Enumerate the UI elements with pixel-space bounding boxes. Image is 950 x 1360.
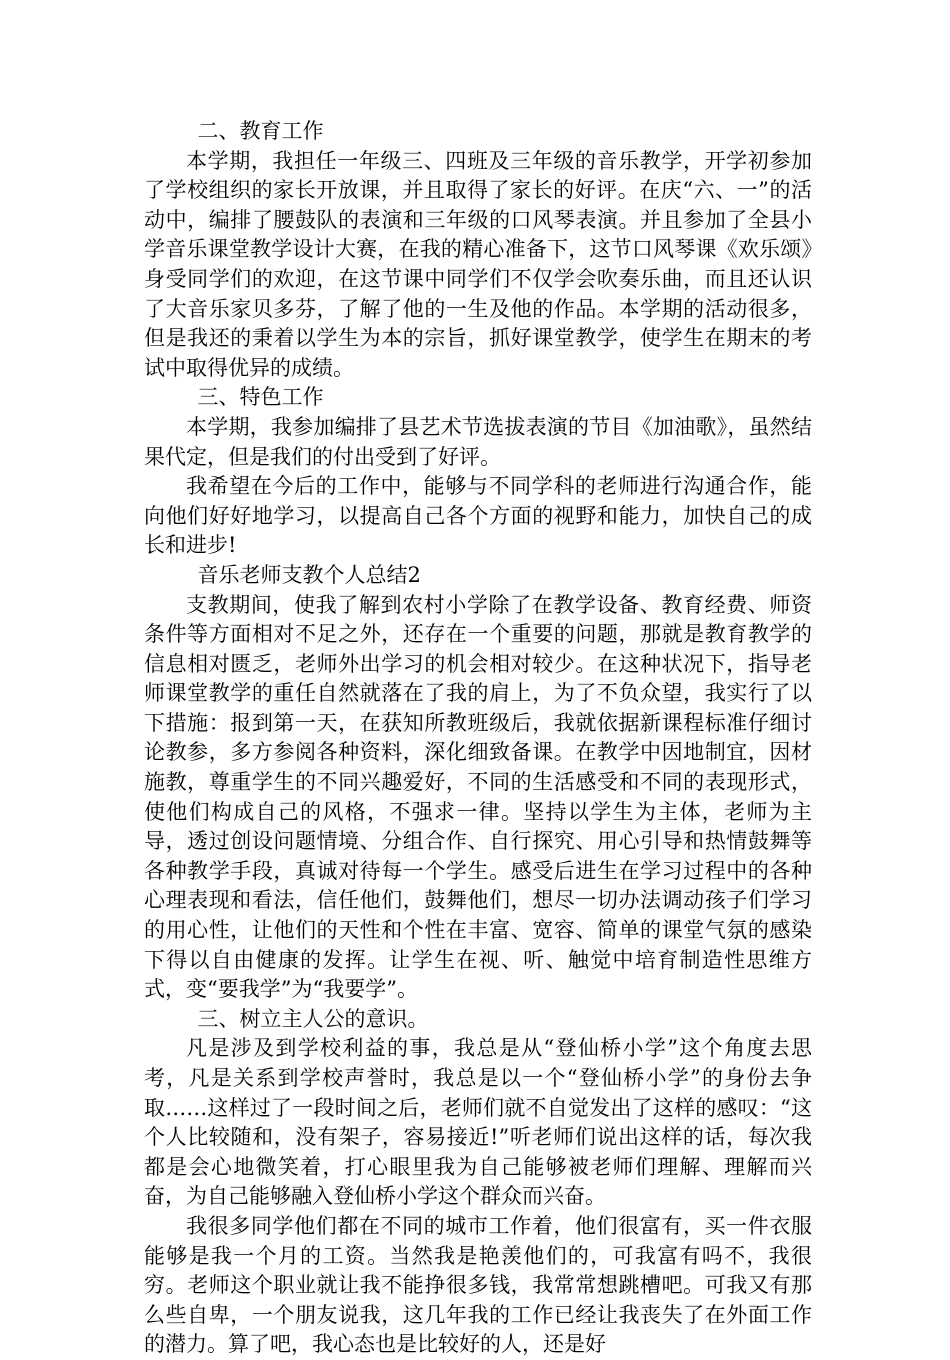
paragraph-special-work: 本学期，我参加编排了县艺术节选拔表演的节目《加油歌》，虽然结果代定，但是我们的付出受到了好评。	[144, 414, 812, 469]
paragraph-future-hopes: 我希望在今后的工作中，能够与不同学科的老师进行沟通合作，能向他们好好地学习，以提高自己各个方面的视野和能力，加快自己的成长和进步!	[144, 474, 812, 558]
paragraph-teaching-period: 支教期间，使我了解到农村小学除了在教学设备、教育经费、师资条件等方面相对不足之外，还存在一个重要的问题，那就是教育教学的信息相对匮乏，老师外出学习的机会相对较少。在这种状况下，指导老师课堂教学的重任自然就落在了我的肩上，为了不负众望，我实行了以下措施：报到第一天，在获知所教班级后，我就依据新课程标准仔细讨论教参，多方参阅各种资料，深化细致备课。在教学中因地制宜，因材施教，尊重学生的不同兴趣爱好，不同的生活感受和不同的表现形式，使他们构成自己的风格，不强求一律。坚持以学生为主体，老师为主导，透过创设问题情境、分组合作、自行探究、用心引导和热情鼓舞等各种教学手段，真诚对待每一个学生。感受后进生在学习过程中的各种心理表现和看法，信任他们，鼓舞他们，想尽一切办法调动孩子们学习的用心性，让他们的天性和个性在丰富、宽容、简单的课堂气氛的感染下得以自由健康的发挥。让学生在视、听、触觉中培育制造性思维方式，变“要我学”为“我要学”。	[144, 592, 812, 1002]
section-heading-summary-2: 音乐老师支教个人总结2	[197, 562, 421, 587]
paragraph-classmates: 我很多同学他们都在不同的城市工作着，他们很富有，买一件衣服能够是我一个月的工资。当然我是艳羡他们的，可我富有吗不，我很穷。老师这个职业就让我不能挣很多钱，我常常想跳槽吧。可我又有那么些自卑，一个朋友说我，这几年我的工作已经让我丧失了在外面工作的潜力。算了吧，我心态也是比较好的人，还是好	[144, 1213, 812, 1357]
section-heading-special-work: 三、特色工作	[197, 385, 324, 410]
section-heading-ownership: 三、树立主人公的意识。	[197, 1006, 429, 1031]
section-heading-education-work: 二、教育工作	[197, 119, 324, 143]
document-page	[144, 117, 812, 1360]
paragraph-school-interest: 凡是涉及到学校利益的事，我总是从“登仙桥小学”这个角度去思考，凡是关系到学校声誉时，我总是以一个“登仙桥小学”的身份去争取……这样过了一段时间之后，老师们就不自觉发出了这样的感叹：“这个人比较随和，没有架子，容易接近!”听老师们说出这样的话，每次我都是会心地微笑着，打心眼里我为自己能够被老师们理解、理解而兴奋，为自己能够融入登仙桥小学这个群众而兴奋。	[144, 1036, 812, 1209]
paragraph-education-work: 本学期，我担任一年级三、四班及三年级的音乐教学，开学初参加了学校组织的家长开放课，并且取得了家长的好评。在庆“六、一”的活动中，编排了腰鼓队的表演和三年级的口风琴表演。并且参加了全县小学音乐课堂教学设计大赛，在我的精心准备下，这节口风琴课《欢乐颂》身受同学们的欢迎，在这节课中同学们不仅学会吹奏乐曲，而且还认识了大音乐家贝多芬，了解了他的一生及他的作品。本学期的活动很多，但是我还的秉着以学生为本的宗旨，抓好课堂教学，使学生在期末的考试中取得优异的成绩。	[144, 148, 812, 380]
